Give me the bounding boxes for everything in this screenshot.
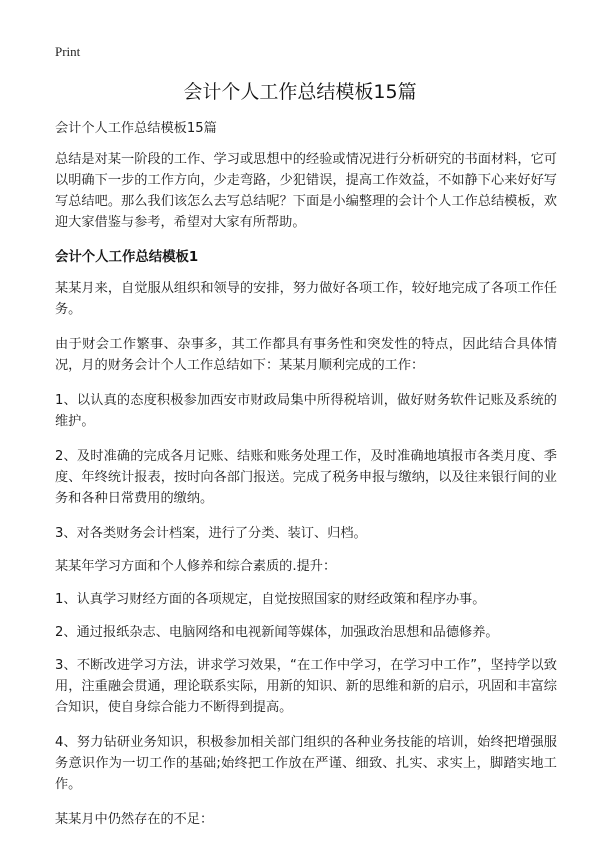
body-paragraph: 1、以认真的态度积极参加西安市财政局集中所得税培训，做好财务软件记账及系统的维护。 <box>55 393 557 429</box>
print-link[interactable]: Print <box>55 44 81 59</box>
document-subtitle: 会计个人工作总结模板15篇 <box>55 121 217 136</box>
body-paragraph: 某某月中仍然存在的不足： <box>55 812 214 827</box>
body-paragraph: 4、努力钻研业务知识，积极参加相关部门组织的各种业务技能的培训，始终把增强服务意识作为一切工作的基础;始终把工作放在严谨、细致、扎实、求实上，脚踏实地工作。 <box>55 735 557 792</box>
section-heading: 会计个人工作总结模板1 <box>55 250 199 265</box>
body-paragraph: 2、及时准确的完成各月记账、结账和账务处理工作，及时准确地填报市各类月度、季度、年终统计报表，按时向各部门报送。完成了税务申报与缴纳，以及往来银行间的业务和各种日常费用的缴纳。 <box>55 449 557 506</box>
intro-paragraph: 总结是对某一阶段的工作、学习或思想中的经验或情况进行分析研究的书面材料，它可以明确下一步的工作方向，少走弯路，少犯错误，提高工作效益，不如静下心来好好写写总结吧。那么我们该怎么去写总结呢？下面是小编整理的会计个人工作总结模板，欢迎大家借鉴与参考，希望对大家有所帮助。 <box>55 152 557 230</box>
body-paragraph: 由于财会工作繁事、杂事多，其工作都具有事务性和突发性的特点，因此结合具体情况，月的财务会计个人工作总结如下：某某月顺利完成的工作： <box>55 337 557 373</box>
body-paragraph: 3、对各类财务会计档案，进行了分类、装订、归档。 <box>55 526 367 541</box>
body-paragraph: 2、通过报纸杂志、电脑网络和电视新闻等媒体，加强政治思想和品德修养。 <box>55 625 499 640</box>
document-title: 会计个人工作总结模板15篇 <box>183 81 417 103</box>
body-paragraph: 1、认真学习财经方面的各项规定，自觉按照国家的财经政策和程序办事。 <box>55 592 486 607</box>
body-paragraph: 某某年学习方面和个人修养和综合素质的.提升： <box>55 559 337 574</box>
body-paragraph: 3、不断改进学习方法，讲求学习效果，“在工作中学习，在学习中工作”，坚持学以致用，注重融会贯通，理论联系实际，用新的知识、新的思维和新的启示，巩固和丰富综合知识，使自身综合能力不断得到提高。 <box>55 658 557 715</box>
document-body <box>55 118 557 844</box>
body-paragraph: 某某月来，自觉服从组织和领导的安排，努力做好各项工作，较好地完成了各项工作任务。 <box>55 281 557 317</box>
